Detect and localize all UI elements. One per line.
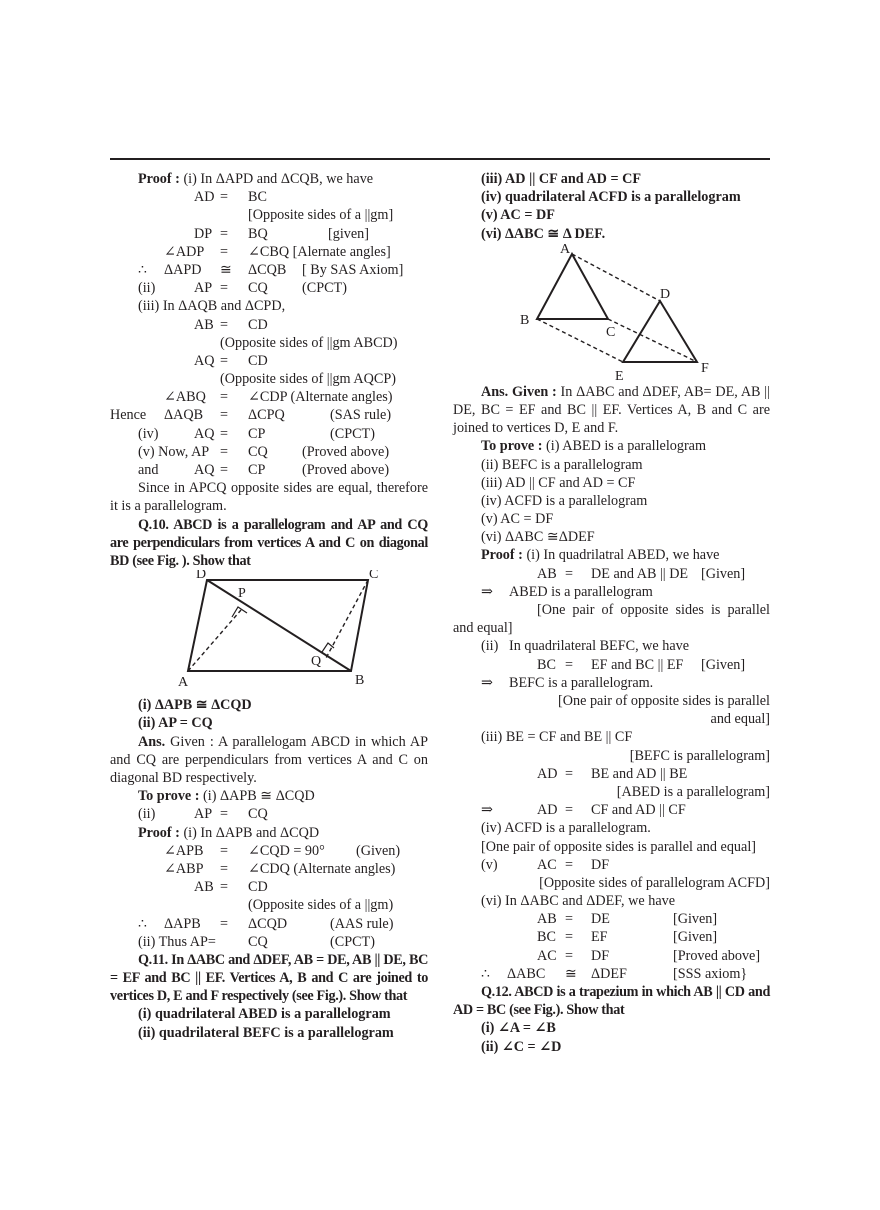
proof-line: AD = BC	[194, 189, 267, 206]
label-C: C	[606, 324, 616, 340]
proof-reason: [One pair of opposite sides is parallel	[558, 693, 770, 710]
question-12-part-ii: (ii) ∠C = ∠D	[481, 1038, 562, 1055]
question-11-part-iii: (iii) AD || CF and AD = CF	[481, 171, 642, 187]
proof-reason: [One pair of opposite sides is parallel and equal]	[453, 602, 770, 637]
proof-reason: (Opposite sides of ||gm ABCD)	[220, 334, 398, 351]
proof-line: Hence ΔAQB = ΔCPQ (SAS rule)	[110, 407, 392, 424]
proof-line: ⇒ AD = CF and AD || CF	[481, 802, 686, 819]
label-E: E	[615, 368, 624, 383]
proof-line: (ii) In quadrilateral BEFC, we have	[481, 638, 690, 655]
proof-line: ∴ ΔABC ≅ ΔDEF [SSS axiom}	[481, 965, 748, 982]
proof-heading: Proof : (i) In quadrilatral ABED, we have	[481, 547, 720, 564]
proof-line: (iv) AQ = CP (CPCT)	[138, 425, 375, 442]
to-prove-item: (iv) ACFD is a parallelogram	[481, 492, 648, 509]
label-P: P	[238, 586, 246, 602]
question-11-part-i: (i) quadrilateral ABED is a parallelogram	[138, 1006, 391, 1023]
proof-line: ⇒ ABED is a parallelogram	[481, 583, 653, 600]
proof-line: ∠ABP = ∠CDQ (Alternate angles)	[164, 860, 396, 877]
proof-line: AB = DE and AB || DE [Given]	[537, 565, 746, 582]
right-column	[453, 170, 770, 1056]
question-11-part-v: (v) AC = DF	[481, 207, 555, 224]
proof-reason: [Opposite sides of a ||gm]	[248, 207, 394, 224]
proof-line: ⇒ BEFC is a parallelogram.	[481, 674, 654, 691]
proof-reason: (Opposite sides of a ||gm)	[248, 897, 394, 914]
proof-line: AB = CD	[194, 879, 268, 896]
label-B: B	[520, 312, 530, 328]
proof-line: ∴ ΔAPB = ΔCQD (AAS rule)	[138, 915, 394, 932]
proof-line: AD = BE and AD || BE	[537, 765, 688, 782]
proof-line: (ii) AP = CQ	[138, 806, 268, 823]
proof-line: (v) AC = DF	[481, 856, 610, 873]
question-11-part-ii: (ii) quadrilateral BEFC is a parallelogram	[138, 1024, 394, 1041]
proof-line: AQ = CD	[194, 352, 268, 369]
proof-reason: (Opposite sides of ||gm AQCP)	[220, 371, 396, 388]
triangles-diagram	[453, 243, 770, 383]
proof-line: (ii) AP = CQ (CPCT)	[138, 280, 347, 297]
question-11-part-iv: (iv) quadrilateral ACFD is a parallelogram	[481, 189, 741, 206]
question-12: Q.12. ABCD is a trapezium in which AB || CD and AD = BC (see Fig.). Show that	[453, 984, 770, 1019]
figure-triangles-abc-def	[453, 243, 770, 383]
label-B: B	[355, 673, 365, 689]
question-11-part-vi: (vi) ΔABC ≅ Δ DEF.	[481, 225, 606, 242]
proof-line: ∠ADP = ∠CBQ [Alernate angles]	[164, 243, 391, 260]
figure-parallelogram-abcd	[110, 570, 428, 696]
to-prove: To prove : (i) ΔAPB ≅ ΔCQD	[138, 788, 315, 805]
proof-reason: [Opposite sides of parallelogram ACFD]	[539, 874, 770, 891]
proof-line: (vi) In ΔABC and ΔDEF, we have	[481, 893, 676, 910]
label-A: A	[178, 675, 189, 691]
proof-heading: Proof : (i) In ΔAPD and ΔCQB, we have	[138, 171, 374, 187]
answer-paragraph: Ans. Given : In ΔABC and ΔDEF, AB= DE, AB || DE, BC = EF and BC || EF. Vertices A, B and C are joined to vertices D, E and F.	[453, 383, 770, 437]
proof-reason: and equal]	[710, 711, 770, 728]
to-prove-item: (v) AC = DF	[481, 511, 554, 528]
proof-line: ∠ABQ = ∠CDP (Alternate angles)	[164, 389, 393, 406]
proof-line: ∠APB = ∠CQD = 90° (Given)	[164, 842, 401, 859]
question-11: Q.11. In ΔABC and ΔDEF, AB = DE, AB || DE, BC = EF and BC || EF. Vertices A, B and C are joined to vertices D, E and F respectively (see Fig.). Show that	[110, 951, 428, 1005]
proof-heading: Proof : (i) In ΔAPB and ΔCQD	[138, 824, 320, 841]
label-F: F	[701, 360, 709, 376]
top-rule	[110, 158, 770, 160]
proof-line: and AQ = CP (Proved above)	[138, 462, 390, 478]
proof-line: AB = DE [Given]	[537, 911, 718, 928]
proof-line: (iii) In ΔAQB and ΔCPD,	[138, 298, 286, 315]
statement-2: (ii) AP = CQ	[138, 715, 213, 732]
proof-line: BC = EF and BC || EF [Given]	[537, 656, 746, 673]
label-C: C	[369, 570, 379, 583]
label-A: A	[560, 242, 571, 257]
label-Q: Q	[311, 654, 322, 670]
proof-reason: [BEFC is parallelogram]	[629, 747, 770, 764]
proof-reason: [One pair of opposite sides is parallel and equal]	[481, 838, 756, 855]
label-D: D	[660, 286, 671, 302]
proof-line: DP = BQ [given]	[194, 225, 369, 242]
proof-reason: [ABED is a parallelogram]	[616, 783, 770, 800]
proof-line: (iii) BE = CF and BE || CF	[481, 729, 633, 746]
label-D: D	[196, 570, 207, 583]
question-12-part-i: (i) ∠A = ∠B	[481, 1020, 556, 1037]
proof-line: ∴ ΔAPD ≅ ΔCQB [ By SAS Axiom]	[138, 261, 404, 278]
proof-line: AB = CD	[194, 316, 268, 333]
parallelogram-diagram	[110, 570, 428, 696]
proof-line: BC = EF [Given]	[537, 929, 718, 946]
proof-line: AC = DF [Proved above]	[537, 947, 761, 964]
statement-1: (i) ΔAPB ≅ ΔCQD	[138, 697, 252, 714]
to-prove-item: (vi) ΔABC ≅ΔDEF	[481, 529, 595, 546]
to-prove: To prove : (i) ABED is a parallelogram	[481, 438, 707, 455]
left-column	[110, 170, 428, 1042]
to-prove-item: (iii) AD || CF and AD = CF	[481, 474, 636, 491]
proof-line: (ii) Thus AP= CQ (CPCT)	[138, 933, 375, 950]
proof-line: (iv) ACFD is a parallelogram.	[481, 820, 651, 837]
to-prove-item: (ii) BEFC is a parallelogram	[481, 456, 643, 473]
answer-paragraph: Ans. Given : A parallelogam ABCD in which AP and CQ are perpendiculars from vertices A and C on diagonal BD respectively.	[110, 733, 428, 786]
proof-line: (v) Now, AP = CQ (Proved above)	[138, 443, 390, 460]
question-10: Q.10. ABCD is a parallelogram and AP and CQ are perpendiculars from vertices A and C on diagonal BD (see Fig. ). Show that	[110, 516, 428, 569]
conclusion-paragraph: Since in APCQ opposite sides are equal, therefore it is a parallelogram.	[110, 480, 428, 515]
